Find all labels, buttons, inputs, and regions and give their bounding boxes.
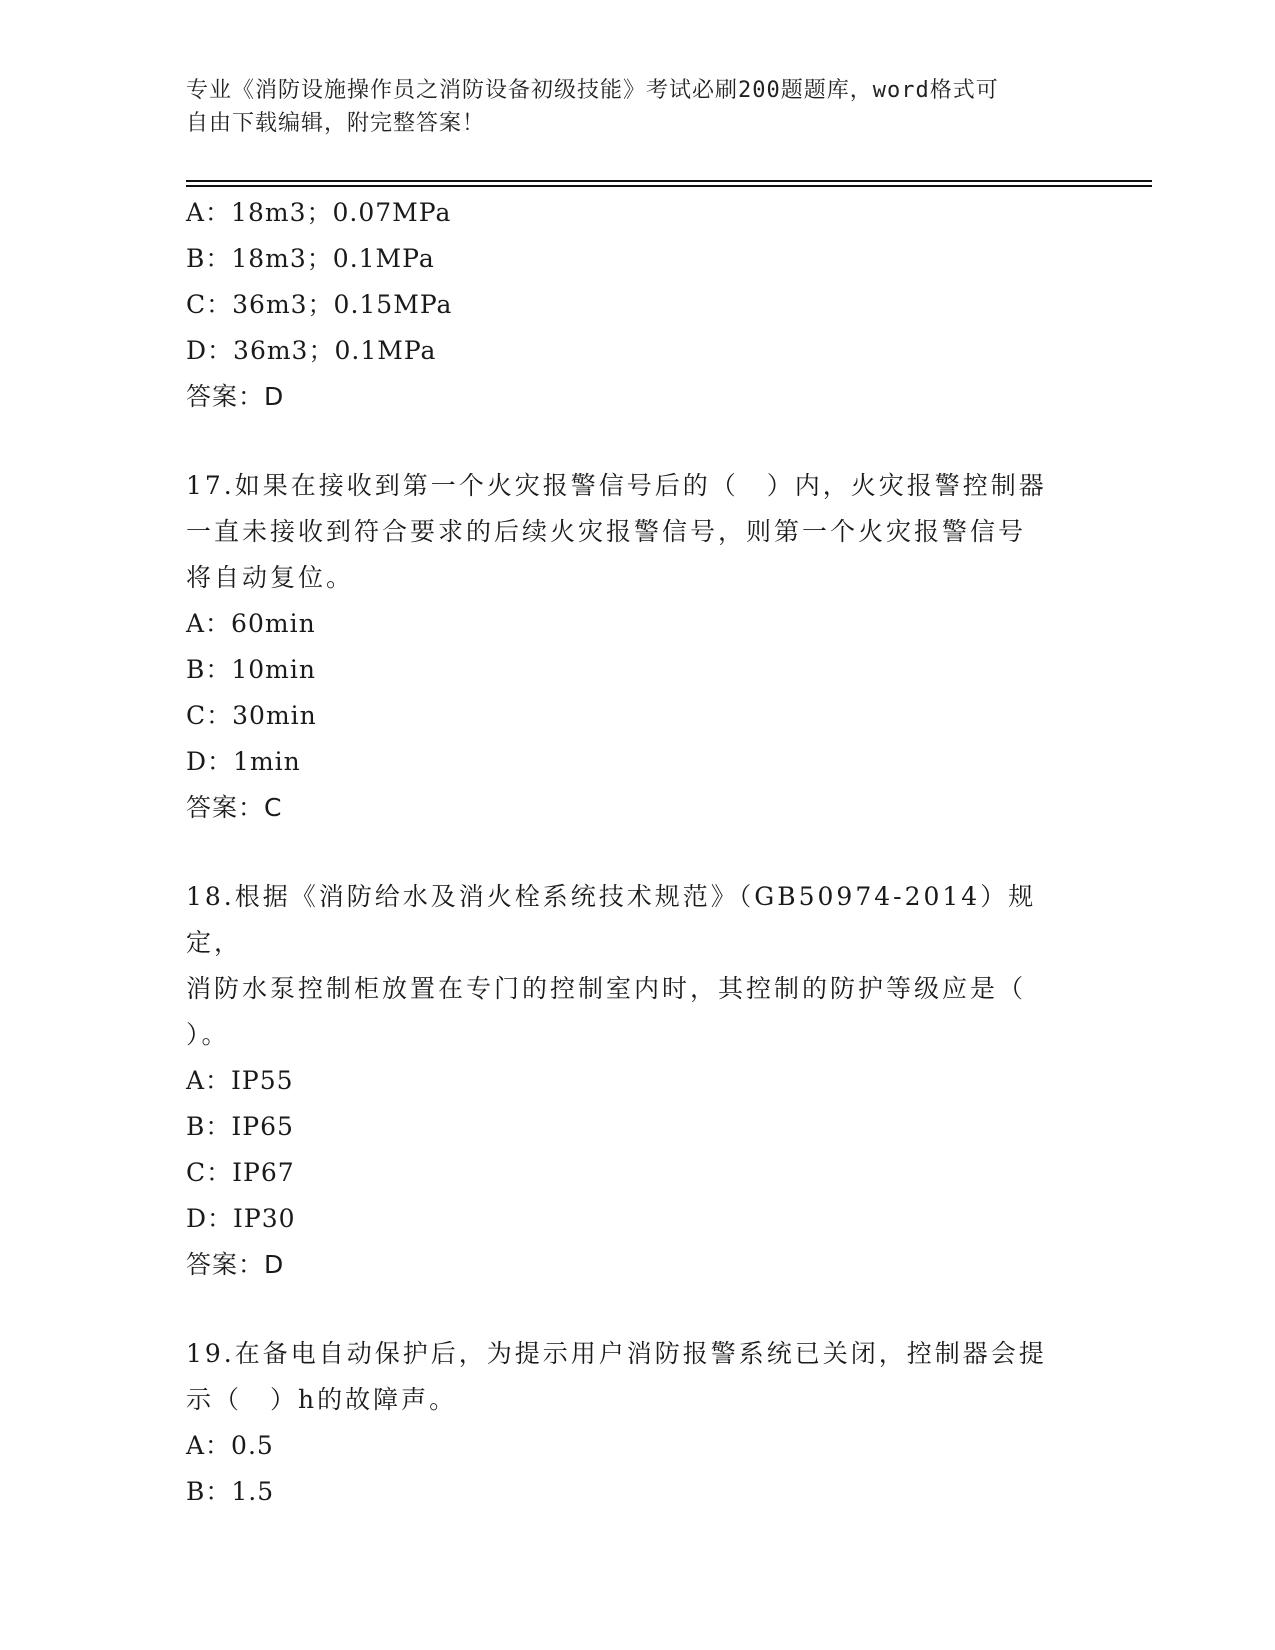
question-line: 18.根据《消防给水及消火栓系统技术规范》（GB50974-2014）规定，: [186, 882, 1037, 957]
option-c: C：30min: [186, 701, 317, 730]
answer: 答案：C: [186, 793, 283, 822]
question-text: [186, 463, 1066, 601]
header-line-1: 专业《消防设施操作员之消防设备初级技能》考试必刷200题题库，word格式可: [186, 78, 999, 103]
option-d: D：36m3；0.1MPa: [186, 336, 437, 365]
option-d: D：IP30: [186, 1204, 296, 1233]
question-16-continued: [186, 190, 1086, 420]
question-text: [186, 1331, 1066, 1423]
question-17: [186, 463, 1086, 831]
option-c: C：36m3；0.15MPa: [186, 290, 453, 319]
option-d: D：1min: [186, 747, 301, 776]
question-line: 消防水泵控制柜放置在专门的控制室内时，其控制的防护等级应是（: [186, 974, 1027, 1003]
question-line: 将自动复位。: [186, 563, 355, 592]
header-divider-top: [186, 180, 1152, 182]
option-a: A：60min: [186, 609, 316, 638]
answer: 答案：D: [186, 1250, 285, 1279]
option-c: C：IP67: [186, 1158, 295, 1187]
option-a: A：IP55: [186, 1066, 294, 1095]
question-19: [186, 1331, 1086, 1515]
header-divider-bottom: [186, 185, 1152, 187]
header-line-2: 自由下载编辑，附完整答案！: [186, 111, 486, 136]
option-b: B：IP65: [186, 1112, 294, 1141]
option-a: A：0.5: [186, 1431, 274, 1460]
option-b: B：18m3；0.1MPa: [186, 244, 435, 273]
question-list: [186, 190, 1086, 1515]
answer: 答案：D: [186, 382, 285, 411]
question-text: [186, 874, 1066, 1058]
question-line: 19.在备电自动保护后，为提示用户消防报警系统已关闭，控制器会提: [186, 1339, 1047, 1368]
question-18: [186, 874, 1086, 1288]
option-b: B：1.5: [186, 1477, 275, 1506]
option-b: B：10min: [186, 655, 316, 684]
option-a: A：18m3；0.07MPa: [186, 198, 452, 227]
document-header: [186, 74, 1066, 140]
question-line: ）。: [186, 1020, 230, 1049]
question-line: 一直未接收到符合要求的后续火灾报警信号，则第一个火灾报警信号: [186, 517, 1027, 546]
question-line: 17.如果在接收到第一个火灾报警信号后的（ ）内，火灾报警控制器: [186, 471, 1047, 500]
question-line: 示（ ）h的故障声。: [186, 1385, 458, 1414]
